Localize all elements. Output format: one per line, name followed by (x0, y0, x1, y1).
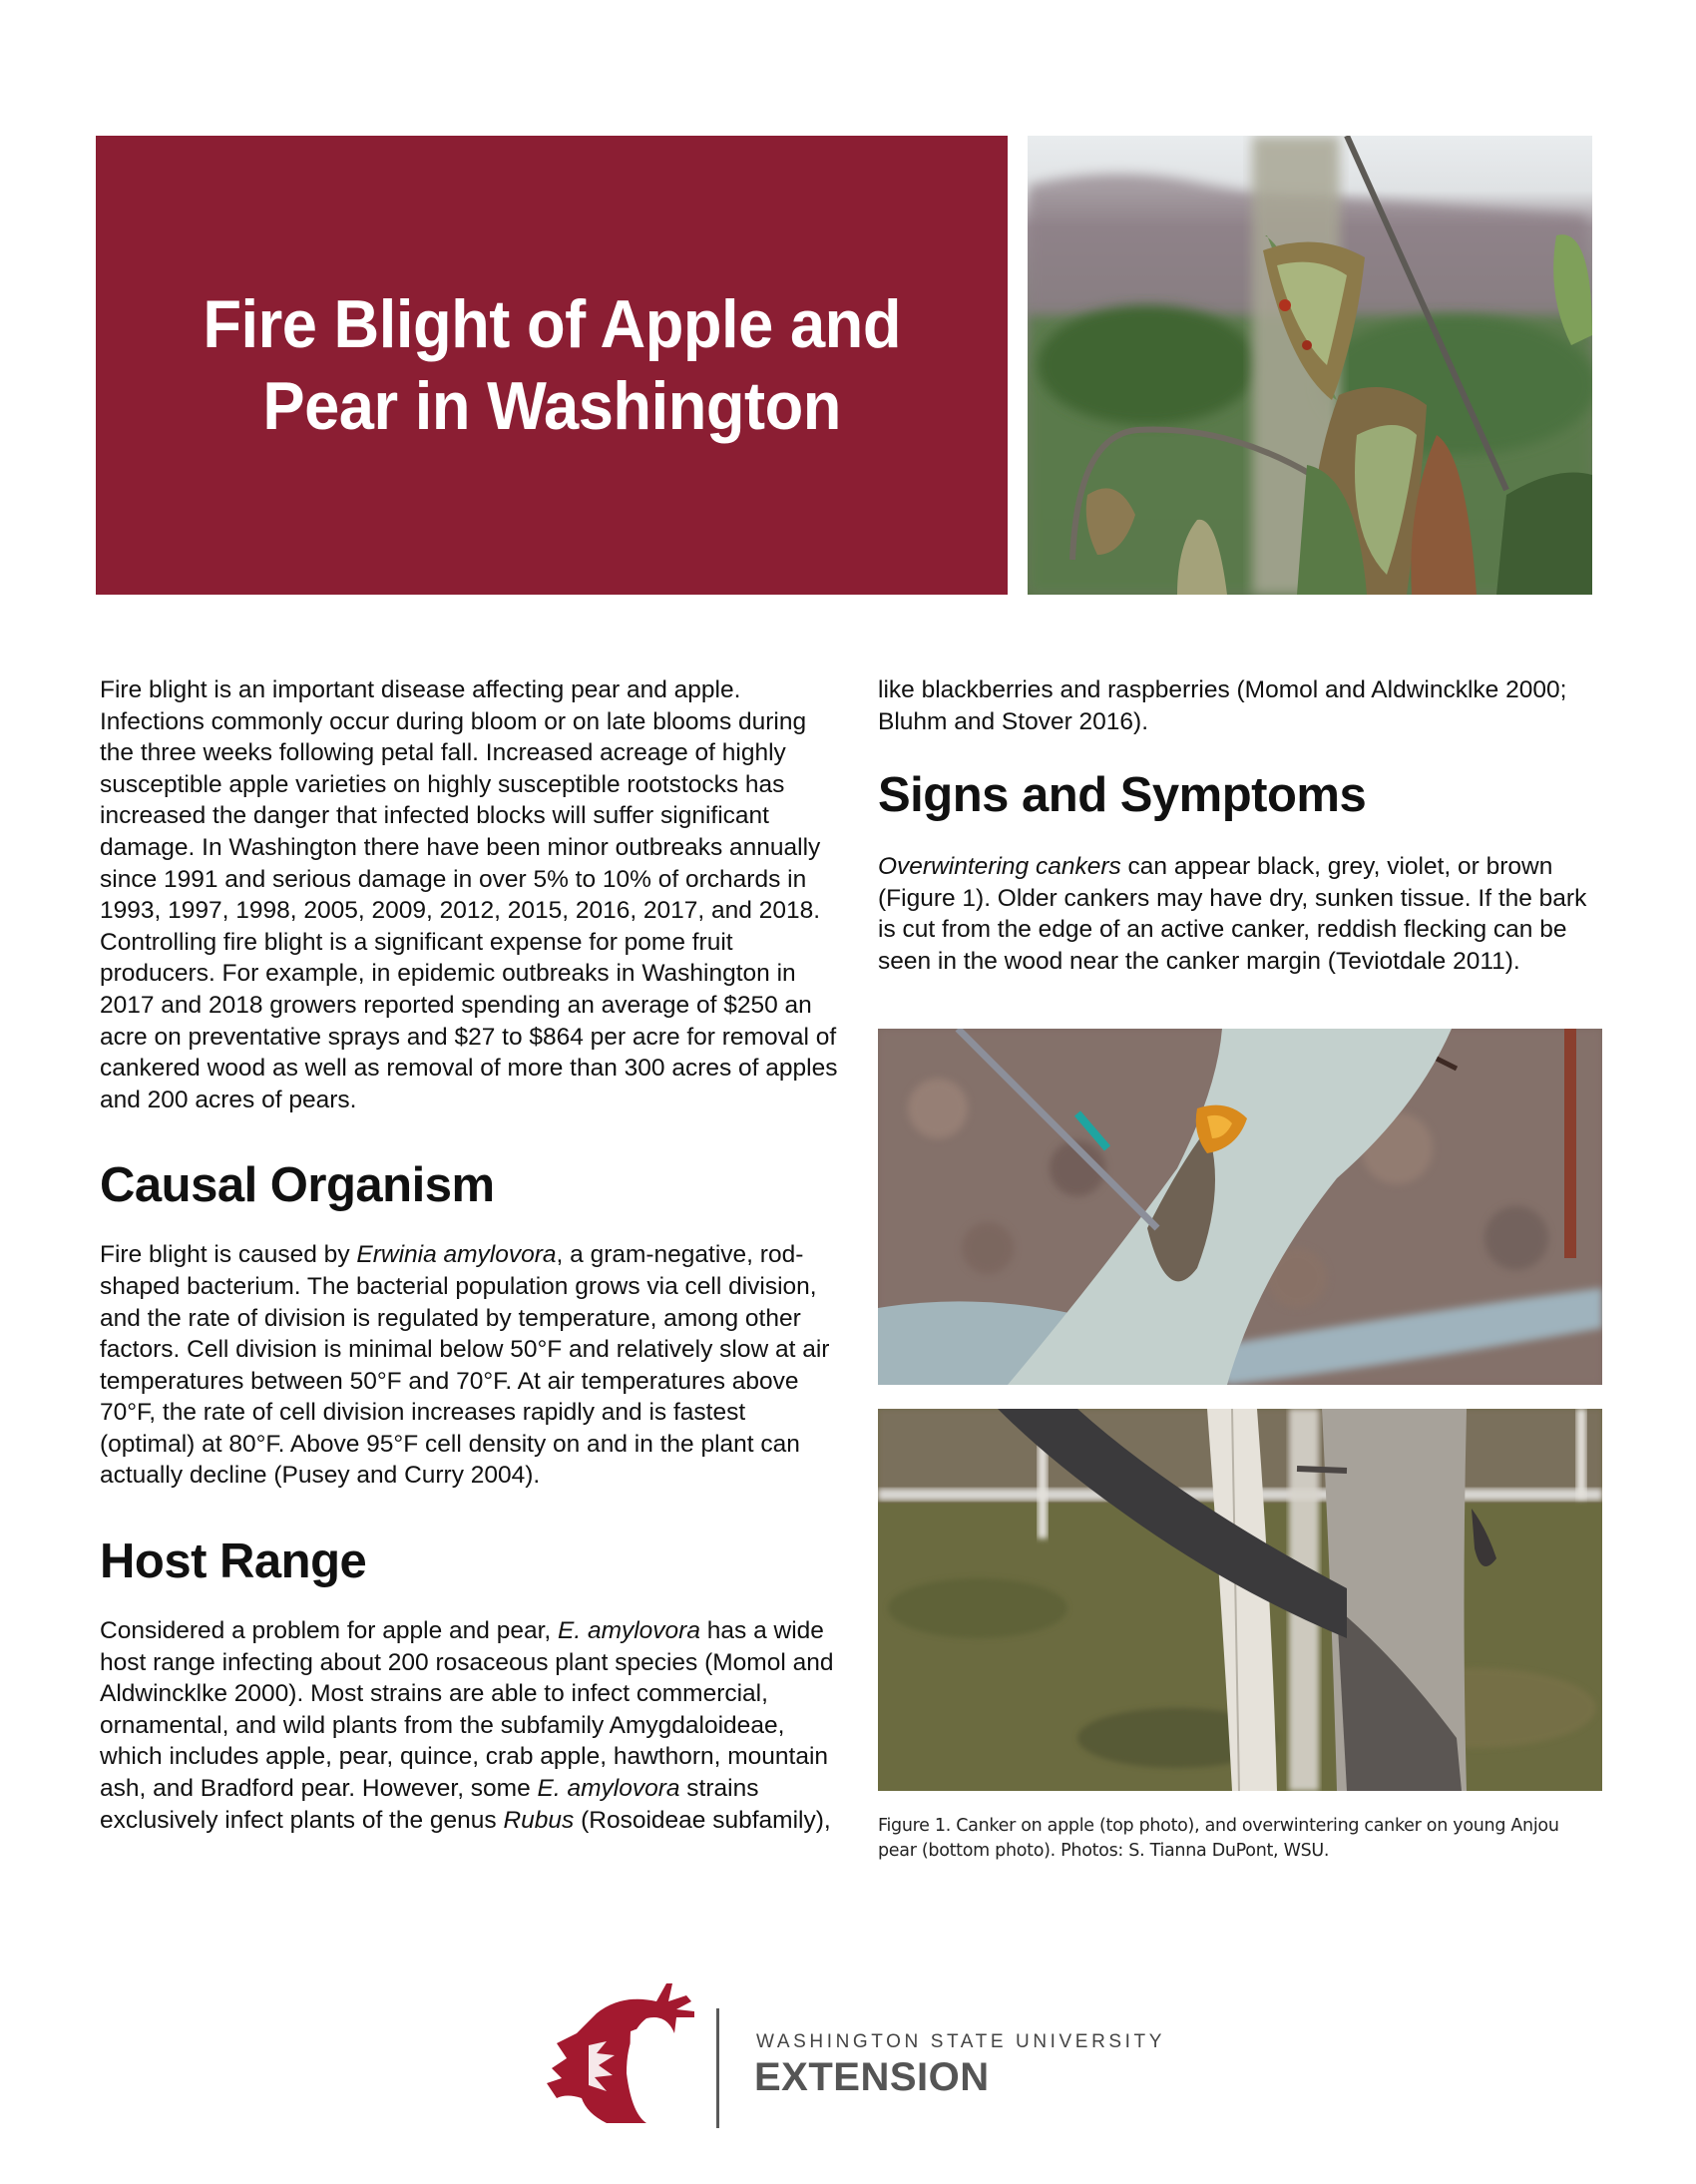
title-line-1: Fire Blight of Apple and (203, 286, 901, 362)
extension-label: EXTENSION (754, 2055, 990, 2099)
hero-photo-blighted-leaves (1028, 136, 1592, 595)
species-name: E. amylovora (558, 1617, 700, 1645)
figure1-caption: Figure 1. Canker on apple (top photo), and overwintering canker on young Anjou pear (bottom photo). Photos: S. Tianna DuPont, WSU. (878, 1816, 1559, 1861)
apple-canker-image (878, 1029, 1602, 1385)
text-span: (Rosoideae subfamily), (574, 1806, 831, 1834)
pear-canker-image (878, 1409, 1602, 1791)
text-span: Considered a problem for apple and pear, (100, 1617, 558, 1645)
signs-paragraph (878, 851, 1606, 977)
title-banner (96, 136, 1008, 595)
logo-divider (716, 2008, 719, 2128)
page-title (203, 283, 901, 447)
heading-signs-and-symptoms: Signs and Symptoms (878, 768, 1367, 823)
left-column (100, 674, 838, 1836)
text-span: Fire blight is caused by (100, 1241, 357, 1269)
term-overwintering-cankers: Overwintering cankers (878, 853, 1121, 881)
title-line-2: Pear in Washington (262, 368, 841, 444)
genus-name: Rubus (503, 1806, 575, 1834)
heading-host-range: Host Range (100, 1534, 367, 1589)
text-span: strains exclusively infect plants of the genus (100, 1775, 759, 1834)
intro-paragraph: Fire blight is an important disease affecting pear and apple. Infections commonly occur during bloom or on late blooms during the three weeks following petal fall. Increased acreage of highly susceptible apple varieties on highly susceptible rootstocks has increased the danger that infected blocks will suffer significant damage. In Washington there have been minor outbreaks annually since 1991 and serious damage in over 5% to 10% of orchards in 1993, 1997, 1998, 2005, 2009, 2012, 2015, 2016, 2017, and 2018. Controlling fire blight is a significant expense for pome fruit producers. For example, in epidemic outbreaks in Washington in 2017 and 2018 growers reported spending an average of $250 an acre on preventative sprays and $27 to $864 per acre for removal of cankered wood as well as removal of more than 300 acres of apples and 200 acres of pears. (100, 676, 838, 1113)
host-range-paragraph (100, 1615, 838, 1836)
text-span: has a wide host range infecting about 200 rosaceous plant species (Momol and Aldwincklke 2000). Most strains are able to infect commercial, ornamental, and wild plants from the subfamily Amygdaloideae, which includes apple, pear, quince, crab apple, hawthorn, mountain ash, and Bradford pear. However, some (100, 1617, 834, 1803)
text-span: , a gram-negative, rod-shaped bacterium. The bacterial population grows via cell division, and the rate of division is regulated by temperature, among other factors. Cell division is minimal below 50°F and relatively slow at air temperatures between 50°F and 70°F. At air temperatures above 70°F, the rate of cell division increases rapidly and is fastest (optimal) at 80°F. Above 95°F cell density on and in the plant can actually decline (Pusey and Curry 2004). (100, 1241, 830, 1490)
causal-organism-paragraph (100, 1239, 838, 1492)
species-name: Erwinia amylovora (356, 1241, 557, 1269)
right-column (878, 674, 1606, 978)
wsu-cougar-logo-icon (527, 1973, 1205, 2133)
text-span: can appear black, grey, violet, or brown (Figure 1). Older cankers may have dry, sunken tissue. If the bark is cut from the edge of an active canker, reddish flecking can be seen in the wood near the canker margin (Teviotdale 2011). (878, 853, 1587, 975)
figure1-top-photo (878, 1029, 1602, 1385)
host-range-continued: like blackberries and raspberries (Momol and Aldwincklke 2000; Bluhm and Stover 2016). (878, 676, 1567, 735)
heading-causal-organism: Causal Organism (100, 1158, 495, 1213)
university-name: WASHINGTON STATE UNIVERSITY (756, 2031, 1166, 2052)
figure1-bottom-photo (878, 1409, 1602, 1791)
hero-image (1028, 136, 1592, 595)
species-name: E. amylovora (537, 1775, 680, 1803)
